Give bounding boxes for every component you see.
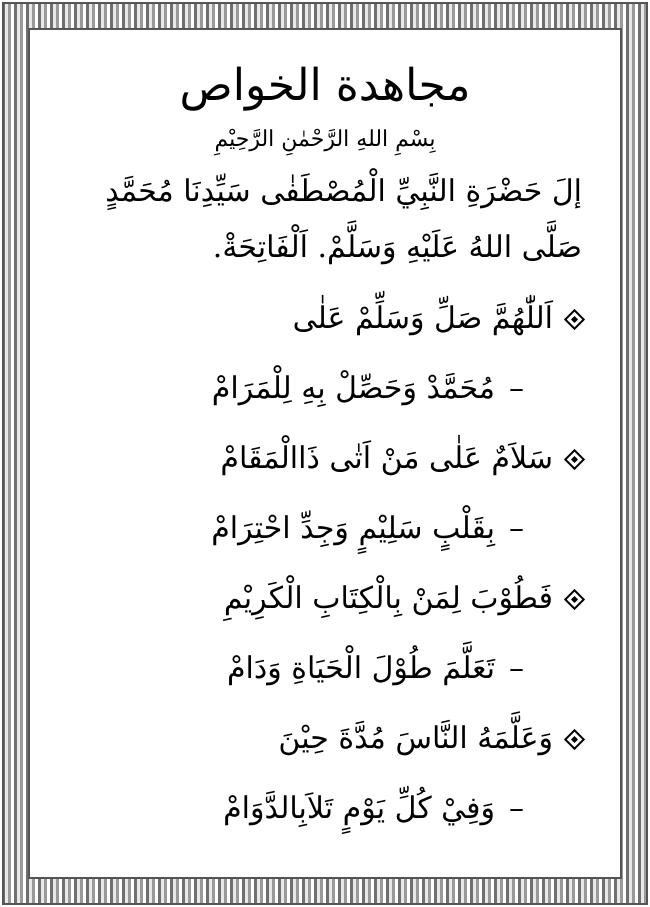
verse-list — [40, 284, 610, 844]
verse-3-first — [40, 564, 610, 634]
verse-4-second — [40, 774, 610, 844]
dash-icon: – — [509, 511, 524, 546]
verse-text: وَفِيْ كُلِّ يَوْمٍ تَلاَبِالدَّوَامْ — [223, 791, 495, 826]
diamond-bullet-icon — [564, 308, 585, 329]
dash-icon: – — [509, 371, 524, 406]
verse-text: وَعَلَّمَهُ النَّاسَ مُدَّةَ حِيْنَ — [278, 721, 553, 756]
verse-4-first — [40, 704, 610, 774]
verse-3-second — [40, 634, 610, 704]
verse-text: فَطُوْبَ لِمَنْ بِالْكِتَابِ الْكَرِيْمِ — [223, 581, 553, 616]
dash-icon: – — [509, 791, 524, 826]
verse-1-first — [40, 284, 610, 354]
verse-text: مُحَمَّدْ وَحَصِّلْ بِهِ لِلْمَرَامْ — [211, 371, 495, 406]
verse-text: سَلاَمٌ عَلٰى مَنْ اَتٰى ذَاالْمَقَامْ — [220, 441, 553, 476]
dash-icon: – — [509, 651, 524, 686]
verse-1-second — [40, 354, 610, 424]
verse-2-second — [40, 494, 610, 564]
verse-text: تَعَلَّمَ طُوْلَ الْحَيَاةِ وَدَامْ — [226, 651, 495, 686]
document-content — [40, 36, 610, 867]
intro-paragraph: إلَ حَضْرَةِ النَّبِيِّ الْمُصْطَفٰى سَيِّدِنَا مُحَمَّدٍ صَلَّى اللهُ عَلَيْهِ وَسَلَّمْ. اَلْفَاتِحَةْ. — [105, 174, 582, 265]
verse-2-first — [40, 424, 610, 494]
verse-text: اَللّٰهُمَّ صَلِّ وَسَلِّمْ عَلٰى — [292, 301, 553, 336]
verse-text: بِقَلْبٍ سَلِيْمٍ وَجِدِّ احْتِرَامْ — [211, 511, 495, 546]
page-title: مجاهدة الخواص — [179, 60, 471, 111]
diamond-bullet-icon — [564, 588, 585, 609]
diamond-bullet-icon — [564, 728, 585, 749]
basmala: بِسْمِ اللهِ الرَّحْمٰنِ الرَّحِيْمِ — [214, 127, 436, 152]
diamond-bullet-icon — [564, 448, 585, 469]
